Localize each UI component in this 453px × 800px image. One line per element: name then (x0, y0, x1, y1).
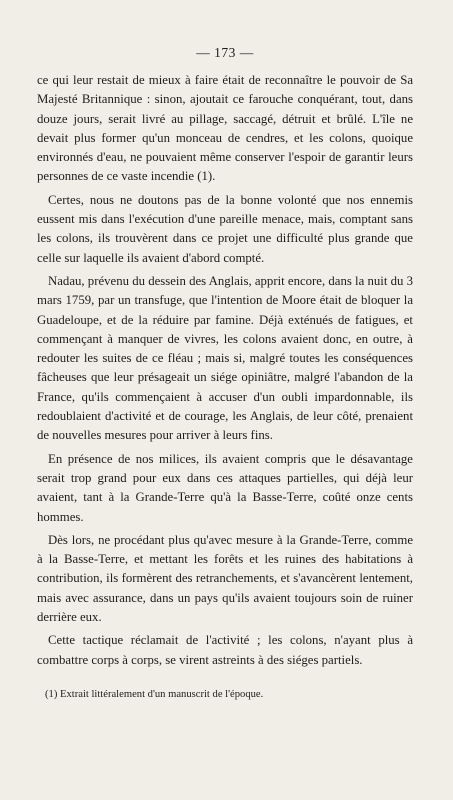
paragraph-2: Certes, nous ne doutons pas de la bonne volonté que nos ennemis eussent mis dans l'exécution d'une pareille menace, mais, comptant sans les colons, ils trouvèrent dans ce projet une difficulté plus grande que celle sur laquelle ils avaient d'abord compté. (37, 192, 413, 265)
paragraph-1: ce qui leur restait de mieux à faire était de reconnaître le pouvoir de Sa Majesté Britannique : sinon, ajoutait ce farouche conquérant, tout, dans douze jours, serait livré au pillage, saccagé, détruit et brûlé. L'île ne devait plus former qu'un monceau de cendres, et les colons, quoique environnés d'eau, ne pouvaient même conserver l'espoir de garantir leurs personnes de ce vaste incendie (1). (37, 73, 413, 184)
page-number: — 173 — (196, 45, 254, 60)
paragraph-3: Nadau, prévenu du dessein des Anglais, apprit encore, dans la nuit du 3 mars 1759, par un transfuge, que l'intention de Moore était de bloquer la Guadeloupe, et de la réduire par famine. Déjà exténués de fatigues, et commençant à manquer de vivres, les colons avaient donc, en outre, à redouter les suites de ce fléau ; mais si, malgré toutes les conséquences fâcheuses que leur présageait un siége opiniâtre, malgré l'abandon de la France, qu'ils commençaient à accuser d'un oubli impardonnable, ils redoublaient d'activité et de courage, les Anglais, de leur côté, prenaient de nouvelles mesures pour arriver à leurs fins. (37, 273, 413, 443)
paragraph-4: En présence de nos milices, ils avaient compris que le désavantage serait trop grand pour eux dans ces attaques partielles, qui déjà leur avaient, tant à la Grande-Terre qu'à la Basse-Terre, coûté onze cents hommes. (37, 451, 413, 524)
paragraph-6: Cette tactique réclamait de l'activité ; les colons, n'ayant plus à combattre corps à corps, se virent astreints à des siéges partiels. (37, 633, 413, 667)
paragraph-5: Dès lors, ne procédant plus qu'avec mesure à la Grande-Terre, comme à la Basse-Terre, et mettant les forêts et les ruines des habitations à contribution, ils formèrent des retranchements, et s'avancèrent lentement, mais avec assurance, dans un pays qu'ils avaient toujours soin de ruiner derrière eux. (37, 532, 413, 625)
body-text (37, 71, 413, 670)
footnote: (1) Extrait littéralement d'un manuscrit de l'époque. (45, 688, 264, 700)
